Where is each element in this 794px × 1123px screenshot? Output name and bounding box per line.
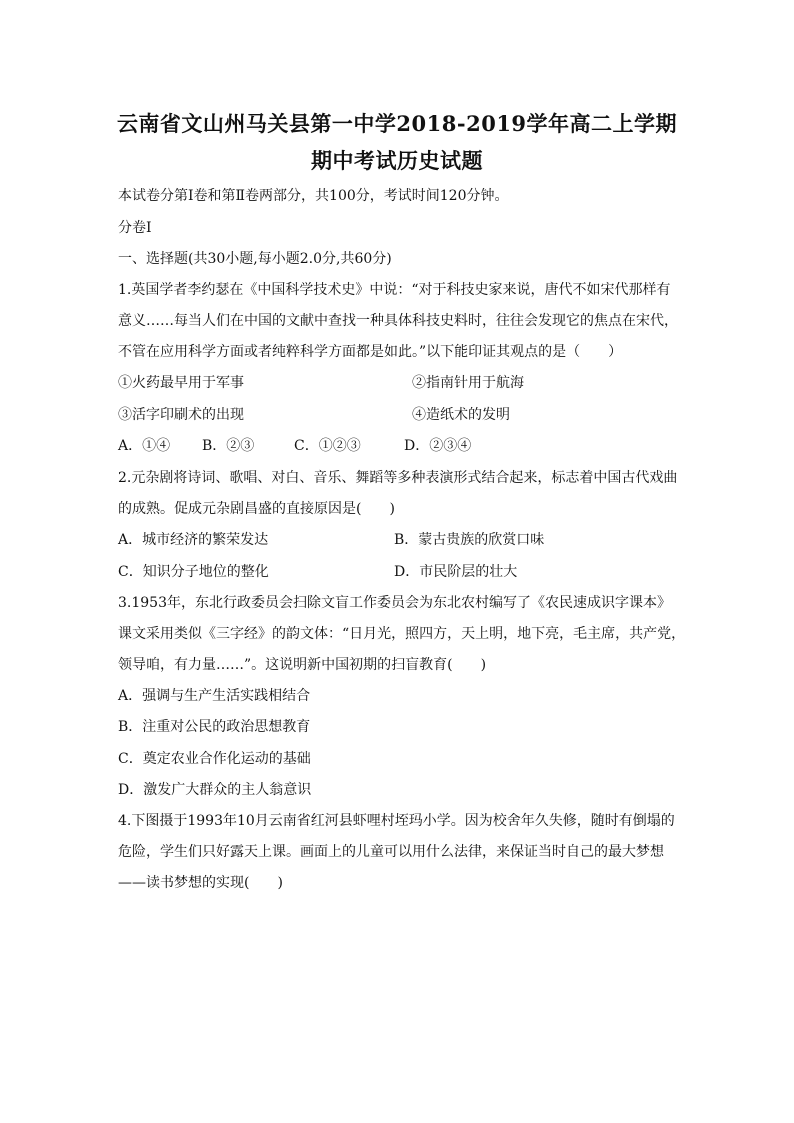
q3-option-b[interactable]: B．注重对公民的政治思想教育 xyxy=(118,719,311,735)
q1-option-d[interactable]: D．②③④ xyxy=(404,438,472,454)
q1-item-2: ②指南针用于航海 xyxy=(412,375,524,391)
q2-option-a[interactable]: A．城市经济的繁荣发达 xyxy=(118,532,269,548)
q2-stem-line1: 2.元杂剧将诗词、歌唱、对白、音乐、舞蹈等多种表演形式结合起来，标志着中国古代戏曲 xyxy=(118,470,678,486)
q3-option-d[interactable]: D．激发广大群众的主人翁意识 xyxy=(118,782,312,798)
q4-stem-line2: 危险，学生们只好露天上课。画面上的儿童可以用什么法律，来保证当时自己的最大梦想 xyxy=(118,844,664,860)
q3-stem-line3: 领导咱，有力量……”。这说明新中国初期的扫盲教育( ) xyxy=(118,657,487,673)
q1-option-c[interactable]: C．①②③ xyxy=(294,438,361,454)
q2-option-d[interactable]: D．市民阶层的壮大 xyxy=(394,564,518,580)
q4-stem-line1: 4.下图摄于1993年10月云南省红河县虾哩村垤玛小学。因为校舍年久失修，随时有倒塌的 xyxy=(118,813,675,829)
exam-title-line2: 期中考试历史试题 xyxy=(311,148,483,173)
q1-stem-line1: 1.英国学者李约瑟在《中国科学技术史》中说：“对于科技史家来说，唐代不如宋代那样有 xyxy=(118,282,671,298)
q1-stem-line3: 不管在应用科学方面或者纯粹科学方面都是如此。”以下能印证其观点的是（ ） xyxy=(118,344,623,360)
q3-option-a[interactable]: A．强调与生产生活实践相结合 xyxy=(118,688,311,704)
q4-stem-line3: ——读书梦想的实现( ) xyxy=(118,875,283,891)
exam-intro: 本试卷分第Ⅰ卷和第Ⅱ卷两部分，共100分，考试时间120分钟。 xyxy=(118,188,509,204)
q2-option-c[interactable]: C．知识分子地位的整化 xyxy=(118,564,269,580)
q3-option-c[interactable]: C．奠定农业合作化运动的基础 xyxy=(118,751,311,767)
q1-option-b[interactable]: B．②③ xyxy=(202,438,255,454)
q3-stem-line1: 3.1953年，东北行政委员会扫除文盲工作委员会为东北农村编写了《农民速成识字课本》 xyxy=(118,595,671,611)
exam-title-line1: 云南省文山州马关县第一中学2018-2019学年高二上学期 xyxy=(116,111,678,136)
q1-stem-line2: 意义……每当人们在中国的文献中查找一种具体科技史料时，往往会发现它的焦点在宋代， xyxy=(118,313,678,329)
q1-options xyxy=(118,436,688,456)
q3-stem-line2: 课文采用类似《三字经》的韵文体：“日月光，照四方，天上明，地下亮，毛主席，共产党， xyxy=(118,626,686,642)
q1-item-1: ①火药最早用于军事 xyxy=(118,375,244,391)
q1-item-4: ④造纸术的发明 xyxy=(412,407,510,423)
part-heading: 分卷I xyxy=(118,220,152,236)
q1-option-a[interactable]: A．①④ xyxy=(118,438,171,454)
q2-stem-line2: 的成熟。促成元杂剧昌盛的直接原因是( ) xyxy=(118,501,395,517)
q1-item-3: ③活字印刷术的出现 xyxy=(118,407,244,423)
section-heading: 一、选择题(共30小题,每小题2.0分,共60分) xyxy=(118,251,392,267)
q2-option-b[interactable]: B．蒙古贵族的欣赏口味 xyxy=(394,532,545,548)
